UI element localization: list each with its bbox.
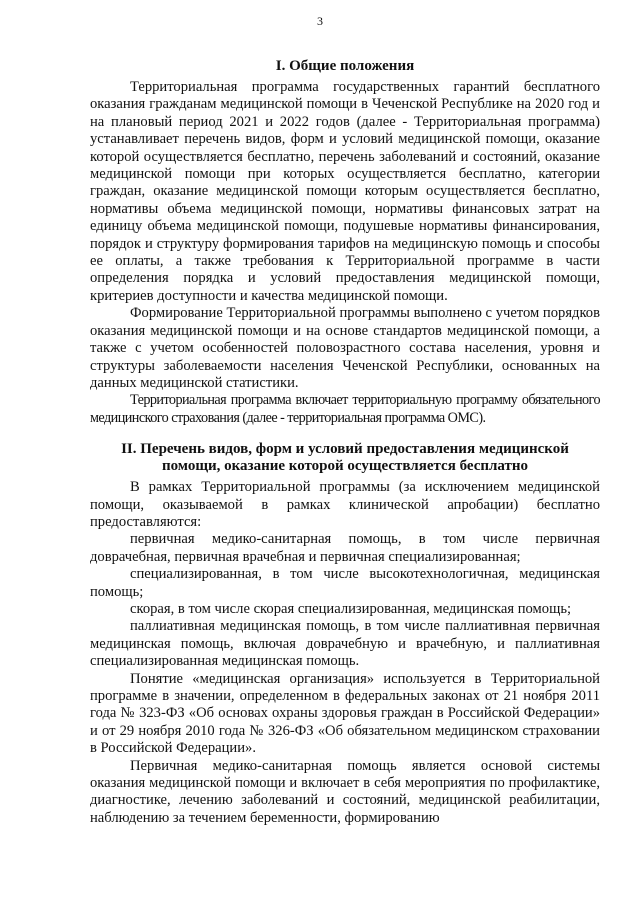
paragraph: скорая, в том числе скорая специализированная, медицинская помощь; xyxy=(130,600,572,617)
paragraph: В рамках Территориальной программы (за исключением медицинской помощи, оказываемой в рамках клинической апробации) бесплатно предоставляются: xyxy=(90,479,600,530)
paragraph: Первичная медико-санитарная помощь является основой системы оказания медицинской помощи и включает в себя мероприятия по профилактике, диагностике, лечению заболеваний и состояний, медицинской реабилитации, наблюдению за течением беременности, формированию xyxy=(90,757,600,826)
paragraph: Понятие «медицинская организация» используется в Территориальной программе в значении, определенном в федеральных законах от 21 ноября 2011 года № 323-ФЗ «Об основах охраны здоровья граждан в Российской Федерации» и от 29 ноября 2010 года № 326-ФЗ «Об обязательном медицинском страховании в Российской Федерации». xyxy=(90,670,600,757)
paragraph: паллиативная медицинская помощь, в том числе паллиативная первичная медицинская помощь, включая доврачебную и врачебную, и паллиативная специализированная медицинская помощь. xyxy=(90,618,600,670)
paragraph: Территориальная программа включает территориальную программу обязательного медицинского страхования (далее - территориальная программа ОМС). xyxy=(90,392,600,426)
paragraph: первичная медико-санитарная помощь, в том числе первичная доврачебная, первичная врачебная и первичная специализированная; xyxy=(90,531,600,565)
section-general-provisions xyxy=(90,58,600,427)
paragraph: Формирование Территориальной программы выполнено с учетом порядков оказания медицинской помощи и на основе стандартов медицинской помощи, а также с учетом особенностей половозрастного состава населения, уровня и структуры заболеваемости населения Чеченской Республики, основанных на данных медицинской статистики. xyxy=(90,305,600,391)
document-body xyxy=(90,58,600,827)
page-number: 3 xyxy=(317,14,323,28)
paragraph: специализированная, в том числе высокотехнологичная, медицинская помощь; xyxy=(90,566,600,600)
section-heading-line: II. Перечень видов, форм и условий предоставления медицинской xyxy=(121,441,569,458)
paragraph: Территориальная программа государственных гарантий бесплатного оказания гражданам медицинской помощи в Чеченской Республике на 2020 год и на плановый период 2021 и 2022 годов (далее - Территориальная программа) устанавливает перечень видов, форм и условий медицинской помощи, оказание которой осуществляется бесплатно, перечень заболеваний и состояний, оказание медицинской помощи при которых осуществляется бесплатно, категории граждан, оказание медицинской помощи которым осуществляется бесплатно, нормативы объема медицинской помощи, нормативы финансовых затрат на единицу объема медицинской помощи, подушевые нормативы финансирования, порядок и структуру формирования тарифов на медицинскую помощь и способы ее оплаты, а также требования к Территориальной программе в части определения порядка и условий предоставления медицинской помощи, критериев доступности и качества медицинской помощи. xyxy=(90,79,600,304)
section-heading-line: помощи, оказание которой осуществляется бесплатно xyxy=(161,458,529,475)
section-heading: I. Общие положения xyxy=(275,58,415,74)
section-heading xyxy=(90,441,600,475)
section-types-of-care xyxy=(90,441,600,827)
